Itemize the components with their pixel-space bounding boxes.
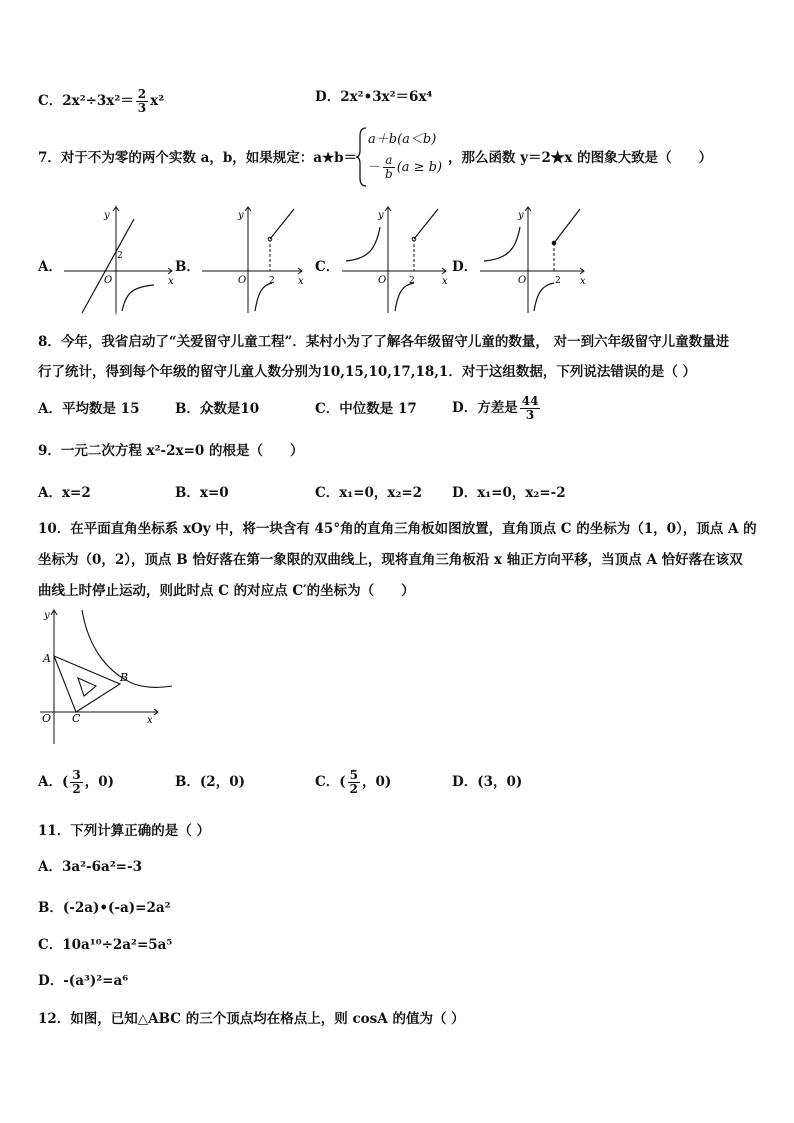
option-text: ，0) (84, 774, 115, 790)
q11-option-a: A．3a²-6a²=-3 (38, 859, 142, 875)
condition: (a ≥ b) (396, 160, 443, 175)
q9-option-d: D．x₁=0，x₂=-2 (452, 485, 566, 501)
q9-option-b: B．x=0 (175, 485, 229, 501)
q10-option-b: B．(2，0) (175, 774, 245, 790)
denominator: b (385, 167, 393, 181)
tick-label: 2 (117, 251, 123, 261)
axis-y-label: y (44, 610, 50, 621)
graph-line (270, 209, 294, 239)
axis-y-label: y (104, 210, 110, 221)
axis-x-label: x (298, 276, 304, 287)
expression: 2x²÷3x²＝ (62, 93, 134, 109)
axis-x-label: x (168, 276, 174, 287)
denominator: 3 (137, 101, 147, 115)
fraction (136, 88, 148, 115)
q7-graph-a (58, 205, 178, 317)
graph-hyperbola-left (346, 227, 380, 261)
q10-option-a (38, 764, 114, 800)
option-text: C．( (315, 774, 346, 790)
graph-hyperbola (122, 285, 154, 311)
numerator: 44 (521, 394, 539, 408)
q9-option-c: C．x₁=0，x₂=2 (315, 485, 423, 501)
q8-option-c: C．中位数是 17 (315, 401, 417, 417)
q7-option-c-label: C． (315, 259, 340, 275)
q12-stem: 12．如图，已知△ABC 的三个顶点均在格点上，则 cosA 的值为（ ） (38, 1011, 465, 1027)
tick-label: 2 (409, 276, 415, 286)
q6-option-d (315, 88, 432, 106)
q7-option-d-label: D． (452, 259, 478, 275)
graph-hyperbola-right (395, 283, 414, 311)
point-c-label: C (72, 712, 81, 725)
q7-graph-b (198, 205, 308, 317)
graph-hyperbola (255, 283, 272, 311)
q8-option-a: A．平均数是 15 (38, 401, 140, 417)
option-label: C． (38, 93, 63, 109)
q8-stem-line1: 8．今年，我省启动了“关爱留守儿童工程”．某村小为了了解各年级留守儿童的数量， 对一到六年级留守儿童数量进 (38, 334, 730, 350)
axis-y-label: y (378, 210, 384, 221)
q7-graph-d (476, 205, 596, 317)
expression: 2x²•3x²＝6x⁴ (340, 89, 433, 105)
q11-stem: 11．下列计算正确的是（ ） (38, 823, 210, 839)
option-text: A．( (38, 774, 69, 790)
axis-y-label: y (238, 210, 244, 221)
triangle-cutout (78, 678, 96, 696)
denominator: 2 (72, 782, 81, 796)
q7-option-b-label: B． (175, 259, 200, 275)
q10-stem-line1: 10．在平面直角坐标系 xOy 中，将一块含有 45°角的直角三角板如图放置，直角顶点 C 的坐标为（1，0），顶点 A 的 (38, 521, 757, 537)
q10-option-c (315, 764, 391, 800)
q11-option-c: C．10a¹⁰÷2a²=5a⁵ (38, 937, 173, 953)
axis-y-label: y (518, 210, 524, 221)
numerator: 5 (349, 768, 358, 782)
denominator: 3 (525, 408, 535, 422)
axis-x-label: x (147, 715, 153, 726)
triangle-ruler (54, 656, 120, 712)
point-b-label: B (120, 671, 129, 684)
graph-hyperbola-right (534, 283, 554, 311)
origin-label: O (378, 275, 387, 286)
minus-sign: － (368, 160, 382, 175)
q7-graph-c (338, 205, 458, 317)
axis-x-label: x (442, 276, 448, 287)
q11-option-b: B．(-2a)•(-a)=2a² (38, 900, 171, 916)
graph-hyperbola-left (484, 227, 520, 261)
fraction (383, 154, 395, 181)
q8-option-d (452, 390, 542, 426)
q10-option-d: D．(3，0) (452, 774, 523, 790)
q9-stem: 9．一元二次方程 x²-2x=0 的根是（ ） (38, 443, 304, 459)
axis-x-label: x (580, 276, 586, 287)
q8-option-b: B．众数是10 (175, 401, 260, 417)
expression: x² (150, 93, 165, 109)
fraction (520, 395, 541, 422)
origin-label: O (238, 275, 247, 286)
q10-figure (36, 606, 176, 746)
q7-stem-end: ，那么函数 y＝2★x 的图象大致是（ ） (448, 150, 713, 166)
point-a-label: A (43, 652, 51, 665)
q10-stem-line2: 坐标为（0，2），顶点 B 恰好落在第一象限的双曲线上，现将直角三角板沿 x 轴正方向平移，当顶点 A 恰好落在该双 (38, 552, 743, 568)
point-o-label: O (42, 712, 52, 725)
piecewise-case-1: a＋b(a＜b) (368, 132, 437, 147)
option-text: ，0) (362, 774, 392, 790)
q9-option-a: A．x=2 (38, 485, 91, 501)
graph-line (554, 209, 580, 243)
numerator: 3 (72, 768, 81, 782)
fraction (70, 769, 82, 796)
origin-label: O (518, 275, 527, 286)
origin-label: O (104, 275, 113, 286)
fraction (348, 769, 360, 796)
piecewise-case-2 (368, 154, 442, 181)
q6-option-c (38, 88, 164, 115)
graph-line (414, 209, 438, 239)
numerator: a (383, 154, 395, 168)
numerator: 2 (137, 87, 147, 101)
denominator: 2 (349, 782, 358, 796)
q7-piecewise (356, 126, 446, 188)
q7-stem-start: 7．对于不为零的两个实数 a，b，如果规定：a★b＝ (38, 150, 358, 166)
q10-stem-line3: 曲线上时停止运动，则此时点 C 的对应点 C′的坐标为（ ） (38, 583, 415, 599)
q11-option-d: D．-(a³)²=a⁶ (38, 973, 129, 989)
tick-label: 2 (555, 276, 561, 286)
tick-label: 2 (269, 276, 275, 286)
option-label: D． (315, 89, 341, 105)
q8-stem-line2: 行了统计，得到每个年级的留守儿童人数分别为10,15,10,17,18,1．对于这组数据，下列说法错误的是（ ） (38, 364, 697, 380)
brace-icon (356, 126, 368, 188)
q7-option-a-label: A． (38, 259, 62, 275)
option-text: D．方差是 (452, 400, 518, 416)
